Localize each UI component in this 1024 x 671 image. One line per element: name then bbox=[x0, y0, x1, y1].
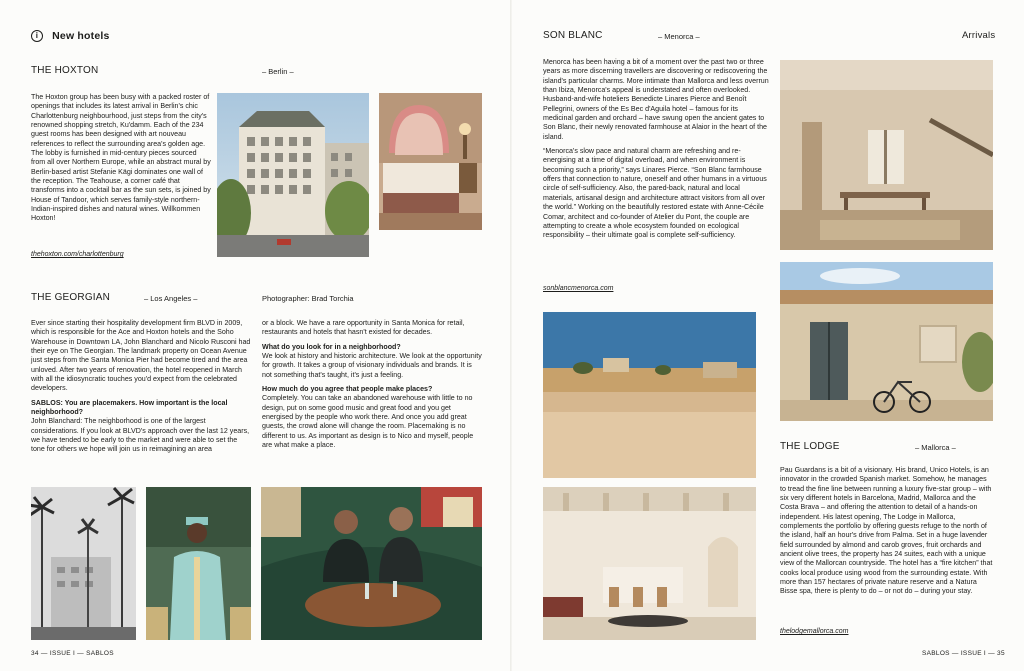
page-header bbox=[31, 30, 110, 42]
son-blanc-title: SON BLANC bbox=[543, 30, 603, 41]
son-blanc-body bbox=[543, 58, 769, 246]
georgian-answer-3: Completely. You can take an abandoned warehouse with little to no design, put on some good music and great food and you get energised by the people who work there. And once you add great guests, the crowd alone will change the room. Placemaking is no different to us. As important as design is to Nico and myself, people are what make a place. bbox=[262, 394, 474, 450]
georgian-location: – Los Angeles – bbox=[144, 294, 198, 303]
son-blanc-paragraph-1: Menorca has been having a bit of a moment over the past two or three years as more discerning travellers are discovering or rediscovering the island's particular charms. More intimate than Mallorca and less overrun than Ibiza, Menorca's appeal is understated and often overlooked. Husband-and-wife hoteliers Benedicte Linares Pierce and Benoît Pellegrini, owners of the Es Bec d'Aguila hotel – famous for its medicinal garden and orchard – have swung open the ancient gates to Son Blanc, their newly renovated farmhouse at Alaior in the heart of the island. bbox=[543, 58, 769, 141]
hoxton-title: THE HOXTON bbox=[31, 65, 99, 76]
son-blanc-door-photo bbox=[780, 262, 993, 421]
lodge-body: Pau Guardans is a bit of a visionary. His brand, Unico Hotels, is an innovator in the crowded Spanish market. Somehow, he manages to tread the fine line between running a luxury five-star group – with six very different hotels in Barcelona, Madrid, Mallorca and the Costa Brava – and offering the attention to detail of a hands-on independent. His latest opening, The Lodge in Mallorca, complements the portfolio by offering guests refuge to the north of the island, half an hour's drive from Palma. Set in a huge lavender field surrounded by almond and carob groves, fruit orchards and ancient olive trees, the property has 24 suites, each with a unique view of the Mallorcan countryside. The hotel has a “fire kitchen” that cooks local produce using wood from the surrounding estate. With more than 157 hectares of private nature reserve and a Natura Bisse spa, there is plenty to do – or not do – during your stay. bbox=[780, 466, 993, 596]
georgian-question-2: What do you look for in a neighborhood? bbox=[262, 342, 401, 351]
georgian-column-1 bbox=[31, 319, 253, 460]
georgian-doorman-photo bbox=[146, 487, 251, 640]
info-icon: i bbox=[31, 30, 43, 42]
hoxton-location: – Berlin – bbox=[262, 67, 294, 76]
georgian-question-3: How much do you agree that people make places? bbox=[262, 385, 433, 394]
son-blanc-paragraph-2: “Menorca's slow pace and natural charm are refreshing and re-energising at a time of digital overload, and when environment is becoming such a priority,” says Linares Pierce. “Son Blanc farmhouse offers that connection to nature, oneself and other humans in a virtuous circle of self-sufficiency. Also, the pared-back, natural and local materials, artisanal design and architecture attract visitors from all over the world.” Working on the beautifully restored estate with Anne-Cécile Comar, architect and co-founder of Atelier du Pont, the couple are attempting to create a whole ecosystem founded on ecological responsibility – their ultimate goal is complete self-sufficiency. bbox=[543, 147, 767, 240]
lodge-interior-photo bbox=[543, 487, 756, 640]
son-blanc-location: – Menorca – bbox=[658, 32, 700, 41]
georgian-owners-photo bbox=[261, 487, 482, 640]
right-page bbox=[512, 0, 1024, 671]
georgian-question-1: SABLOS: You are placemakers. How important is the local neighborhood? bbox=[31, 398, 228, 417]
georgian-column-2 bbox=[262, 319, 482, 455]
hoxton-room-photo bbox=[379, 93, 482, 230]
hoxton-link[interactable]: thehoxton.com/charlottenburg bbox=[31, 251, 124, 258]
son-blanc-link[interactable]: sonblancmenorca.com bbox=[543, 285, 614, 292]
right-folio: SABLOS — ISSUE I — 35 bbox=[922, 650, 1005, 657]
photographer-credit: Photographer: Brad Torchia bbox=[262, 294, 354, 303]
page-header-arrivals: Arrivals bbox=[962, 30, 996, 41]
son-blanc-landscape-photo bbox=[543, 312, 756, 478]
georgian-answer-1-cont: or a block. We have a rare opportunity in Santa Monica for retail, restaurants and hotels that hasn't existed for decades. bbox=[262, 319, 465, 337]
hoxton-building-photo bbox=[217, 93, 369, 257]
hoxton-body: The Hoxton group has been busy with a packed roster of openings that includes its latest arrival in Berlin's chic Charlottenburg neighbourhood, just steps from the city's renowned shopping stretch, Ku'damm. Each of the 234 guest rooms has been designed with art nouveau references to reflect the surrounding area's golden age. The lobby is furnished in mid-century pieces sourced from all over Northern Europe, while an abstract mural by Berlin-based artist Stefanie Kägi dominates one wall of the reception. The Teahouse, a corner café that transforms into a cocktail bar as the sun sets, is joined by House of Tandoor, which serves family-style northern-Indian-inspired dishes and natural wines. Willkommen Hoxton! bbox=[31, 93, 211, 223]
georgian-answer-2: We look at history and historic architecture. We look at the opportunity for growth. It takes a group of visionary individuals and brands. It is not something that's taught, it's just a feeling. bbox=[262, 352, 482, 379]
lodge-title: THE LODGE bbox=[780, 441, 840, 452]
page-header-title: New hotels bbox=[52, 30, 110, 42]
son-blanc-interior-photo bbox=[780, 60, 993, 250]
georgian-title: THE GEORGIAN bbox=[31, 292, 111, 303]
lodge-location: – Mallorca – bbox=[915, 443, 956, 452]
left-folio: 34 — ISSUE I — SABLOS bbox=[31, 650, 114, 657]
georgian-intro: Ever since starting their hospitality development firm BLVD in 2009, which is responsible for the Ace and Hoxton hotels and the Soho Warehouse in Downtown LA, John Blanchard and Nicolo Rusconi had their eye on The Georgian. The landmark property on Ocean Avenue just steps from the Santa Monica Pier had become tired and the area unloved. After two years of renovation, the hotel reopened in March with all the idiosyncratic touches you'd expect from the celebrated developers. bbox=[31, 319, 251, 393]
lodge-link[interactable]: thelodgemallorca.com bbox=[780, 628, 849, 635]
georgian-answer-1: John Blanchard: The neighborhood is one of the largest considerations. If you look at BLVD's approach over the last 12 years, we have tended to be early to the market and were able to set the tone for others we hope will join us in reimagining an area bbox=[31, 417, 250, 454]
georgian-palms-photo bbox=[31, 487, 136, 640]
